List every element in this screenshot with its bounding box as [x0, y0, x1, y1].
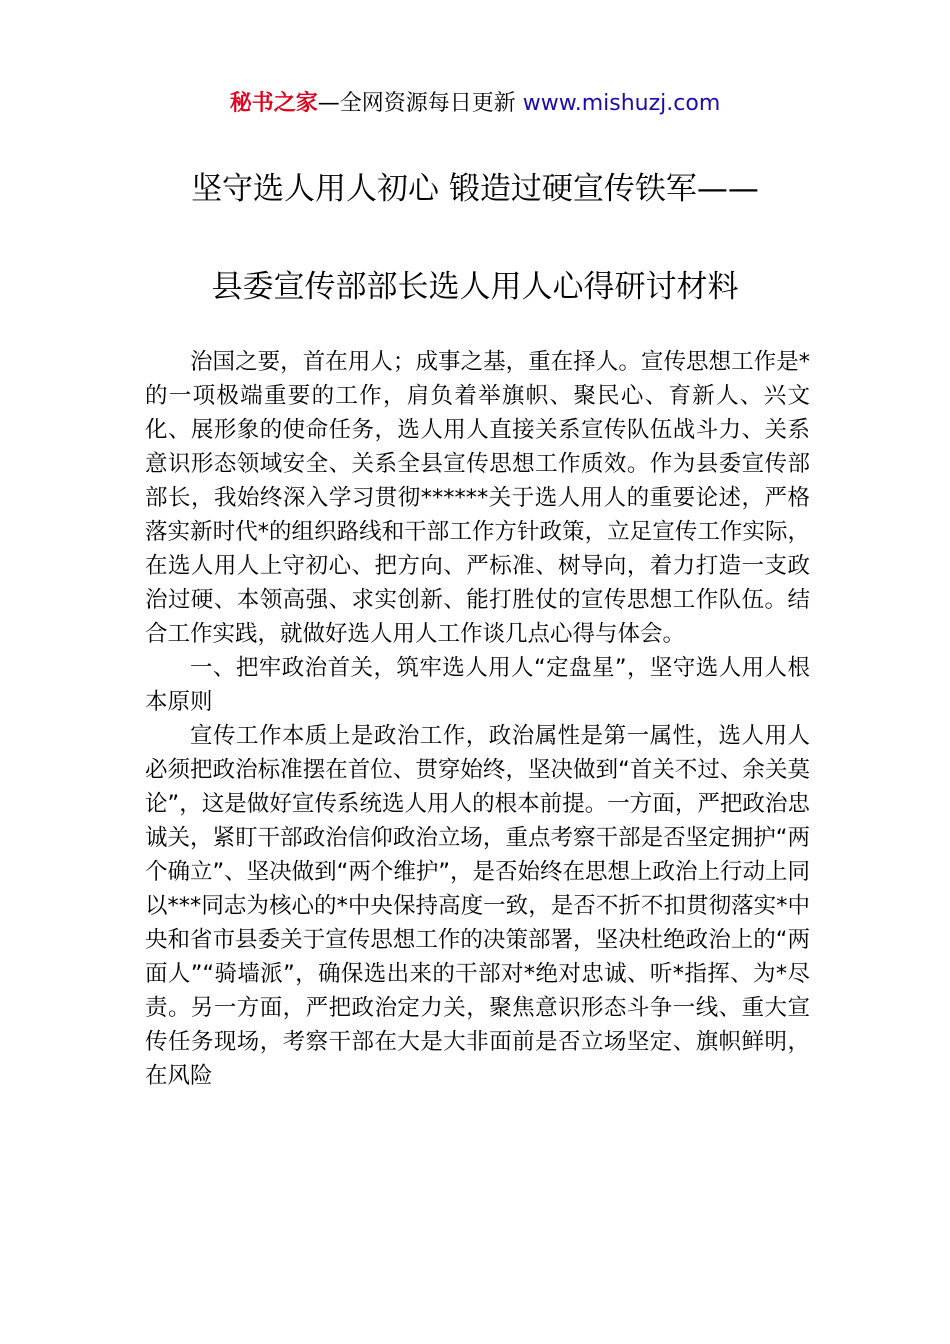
title-line-2: 县委宣传部部长选人用人心得研讨材料 [211, 269, 739, 305]
paragraph-section-1: 宣传工作本质上是政治工作，政治属性是第一属性，选人用人必须把政治标准摆在首位、贯穿始终，坚决做到“首关不过、余关莫论”，这是做好宣传系统选人用人的根本前提。一方面，严把政治忠诚关，紧盯干部政治信仰政治立场，重点考察干部是否坚定拥护“两个确立”、坚决做到“两个维护”，是否始终在思想上政治上行动上同以***同志为核心的*中央保持高度一致，是否不折不扣贯彻落实*中央和省市县委关于宣传思想工作的决策部署，坚决杜绝政治上的“两面人”“骑墙派”，确保选出来的干部对*绝对忠诚、听*指挥、为*尽责。另一方面，严把政治定力关，聚焦意识形态斗争一线、重大宣传任务现场，考察干部在大是大非面前是否立场坚定、旗帜鲜明，在风险 [145, 723, 810, 1089]
title-line-1: 坚守选人用人初心 锻造过硬宣传铁军—— [191, 171, 759, 207]
site-url[interactable]: www.mishuzj.com [522, 91, 721, 116]
section-heading-1: 一、把牢政治首关，筑牢选人用人“定盘星”，坚守选人用人根本原则 [145, 655, 810, 715]
brand-name: 秘书之家 [229, 91, 318, 116]
document-body [145, 345, 810, 1093]
document-title [0, 163, 950, 313]
site-header [0, 88, 950, 120]
header-slogan: —全网资源每日更新 [317, 91, 523, 116]
paragraph-intro: 治国之要，首在用人；成事之基，重在择人。宣传思想工作是*的一项极端重要的工作，肩负着举旗帜、聚民心、育新人、兴文化、展形象的使命任务，选人用人直接关系宣传队伍战斗力、关系意识形态领域安全、关系全县宣传思想工作质效。作为县委宣传部部长，我始终深入学习贯彻******关于选人用人的重要论述，严格落实新时代*的组织路线和干部工作方针政策，立足宣传工作实际，在选人用人上守初心、把方向、严标准、树导向，着力打造一支政治过硬、本领高强、求实创新、能打胜仗的宣传思想工作队伍。结合工作实践，就做好选人用人工作谈几点心得与体会。 [145, 349, 810, 647]
